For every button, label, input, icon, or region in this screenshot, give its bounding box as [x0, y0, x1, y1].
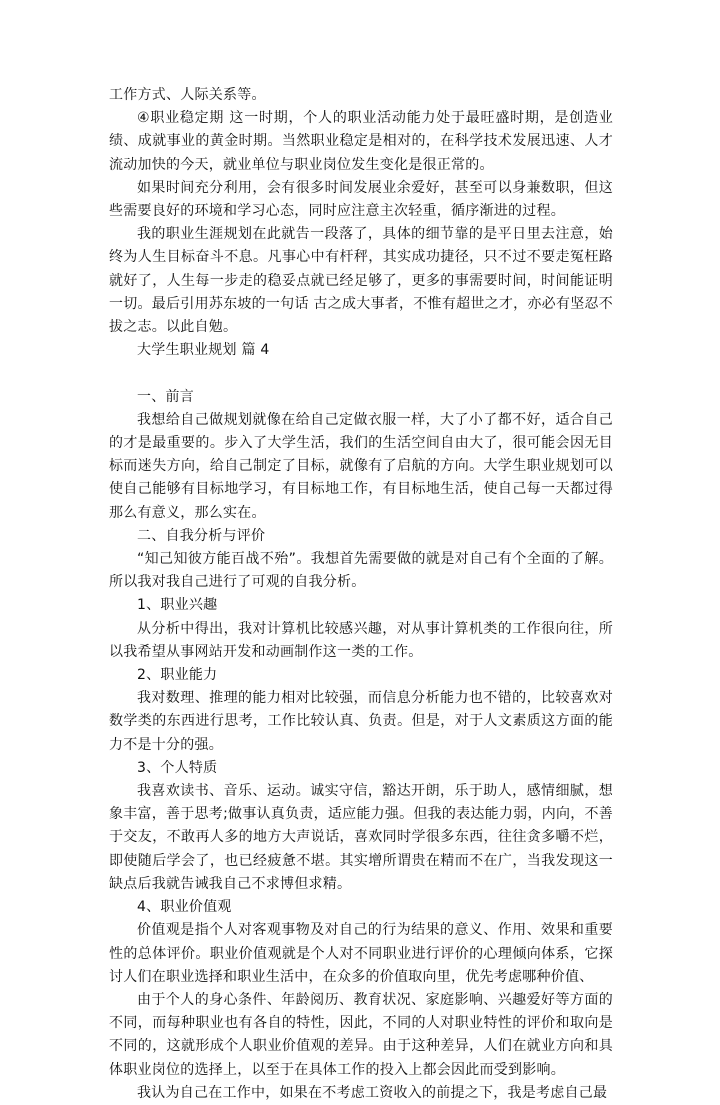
paragraph: 我想给自己做规划就像在给自己定做衣服一样，大了小了都不好，适合自己的才是最重要的。步入了大学生活，我们的生活空间自由大了，很可能会因无目标而迷失方向，给自己制定了目标，就像有了启航的方向。大学生职业规划可以使自己能够有目标地学习，有目标地工作，有目标地生活，使自己每一天都过得那么有意义，那么实在。 — [109, 411, 613, 521]
paragraph: ④职业稳定期 这一时期，个人的职业活动能力处于最旺盛时期，是创造业绩、成就事业的黄金时期。当然职业稳定是相对的，在科学技术发展迅速、人才流动加快的今天，就业单位与职业岗位发生变化是很正常的。 — [109, 110, 613, 173]
section-heading: 二、自我分析与评价 — [137, 527, 266, 544]
subsection-heading: 1、职业兴趣 — [137, 597, 218, 614]
paragraph: 工作方式、人际关系等。 — [109, 87, 266, 103]
section-heading: 一、前言 — [137, 388, 194, 405]
paragraph: 由于个人的身心条件、年龄阅历、教育状况、家庭影响、兴趣爱好等方面的不同，而每种职业也有各自的特性，因此，不同的人对职业特性的评价和取向是不同的，这就形成个人职业价值观的差异。由于这种差异，人们在就业方向和具体职业岗位的选择上，以至于在具体工作的投入上都会因此而受到影响。 — [109, 991, 613, 1078]
paragraph: 我认为自己在工作中，如果在不考虑工资收入的前提之下，我是考虑自己最 — [137, 1084, 608, 1101]
paragraph: 从分析中得出，我对计算机比较感兴趣，对从事计算机类的工作很向往，所以我希望从事网站开发和动画制作这一类的工作。 — [109, 620, 613, 660]
paragraph: 我对数理、推理的能力相对比较强，而信息分析能力也不错的，比较喜欢对数学类的东西进行思考，工作比较认真、负责。但是，对于人文素质这方面的能力不是十分的强。 — [109, 690, 613, 753]
subsection-heading: 2、职业能力 — [137, 667, 218, 684]
subsection-heading: 4、职业价值观 — [137, 899, 232, 916]
paragraph: 如果时间充分利用，会有很多时间发展业余爱好，甚至可以身兼数职，但这些需要良好的环境和学习心态，同时应注意主次轻重，循序渐进的过程。 — [109, 179, 613, 220]
paragraph: 我喜欢读书、音乐、运动。诚实守信，豁达开朗，乐于助人，感情细腻，想象丰富，善于思考;做事认真负责，适应能力强。但我的表达能力弱，内向，不善于交友，不敢再人多的地方大声说话，喜欢同时学很多东西，往往贪多嚼不烂，即使随后学会了，也已经疲惫不堪。其实增所谓贵在精而不在广，当我发现这一缺点后我就告诫我自己不求博但求精。 — [109, 783, 613, 892]
section-title: 大学生职业规划 篇 4 — [137, 342, 270, 359]
paragraph: “知己知彼方能百战不殆”。我想首先需要做的就是对自己有个全面的了解。所以我对我自己进行了可观的自我分析。 — [109, 551, 613, 591]
paragraph: 我的职业生涯规划在此就告一段落了，具体的细节靠的是平日里去注意，始终为人生目标奋斗不息。凡事心中有杆秤，其实成功捷径，只不过不要走冤枉路就好了，人生每一步走的稳妥点就已经足够了，更多的事需要时间，时间能证明一切。最后引用苏东坡的一句话 古之成大事者，不惟有超世之才，亦必有坚忍不拔之志。以此自勉。 — [109, 226, 613, 336]
blank-line — [109, 362, 613, 385]
document-body — [109, 84, 613, 1105]
subsection-heading: 3、个人特质 — [137, 759, 218, 776]
paragraph: 价值观是指个人对客观事物及对自己的行为结果的意义、作用、效果和重要性的总体评价。职业价值观就是个人对不同职业进行评价的心理倾向体系，它探讨人们在职业选择和职业生活中，在众多的价值取向里，优先考虑哪种价值、 — [109, 922, 613, 985]
